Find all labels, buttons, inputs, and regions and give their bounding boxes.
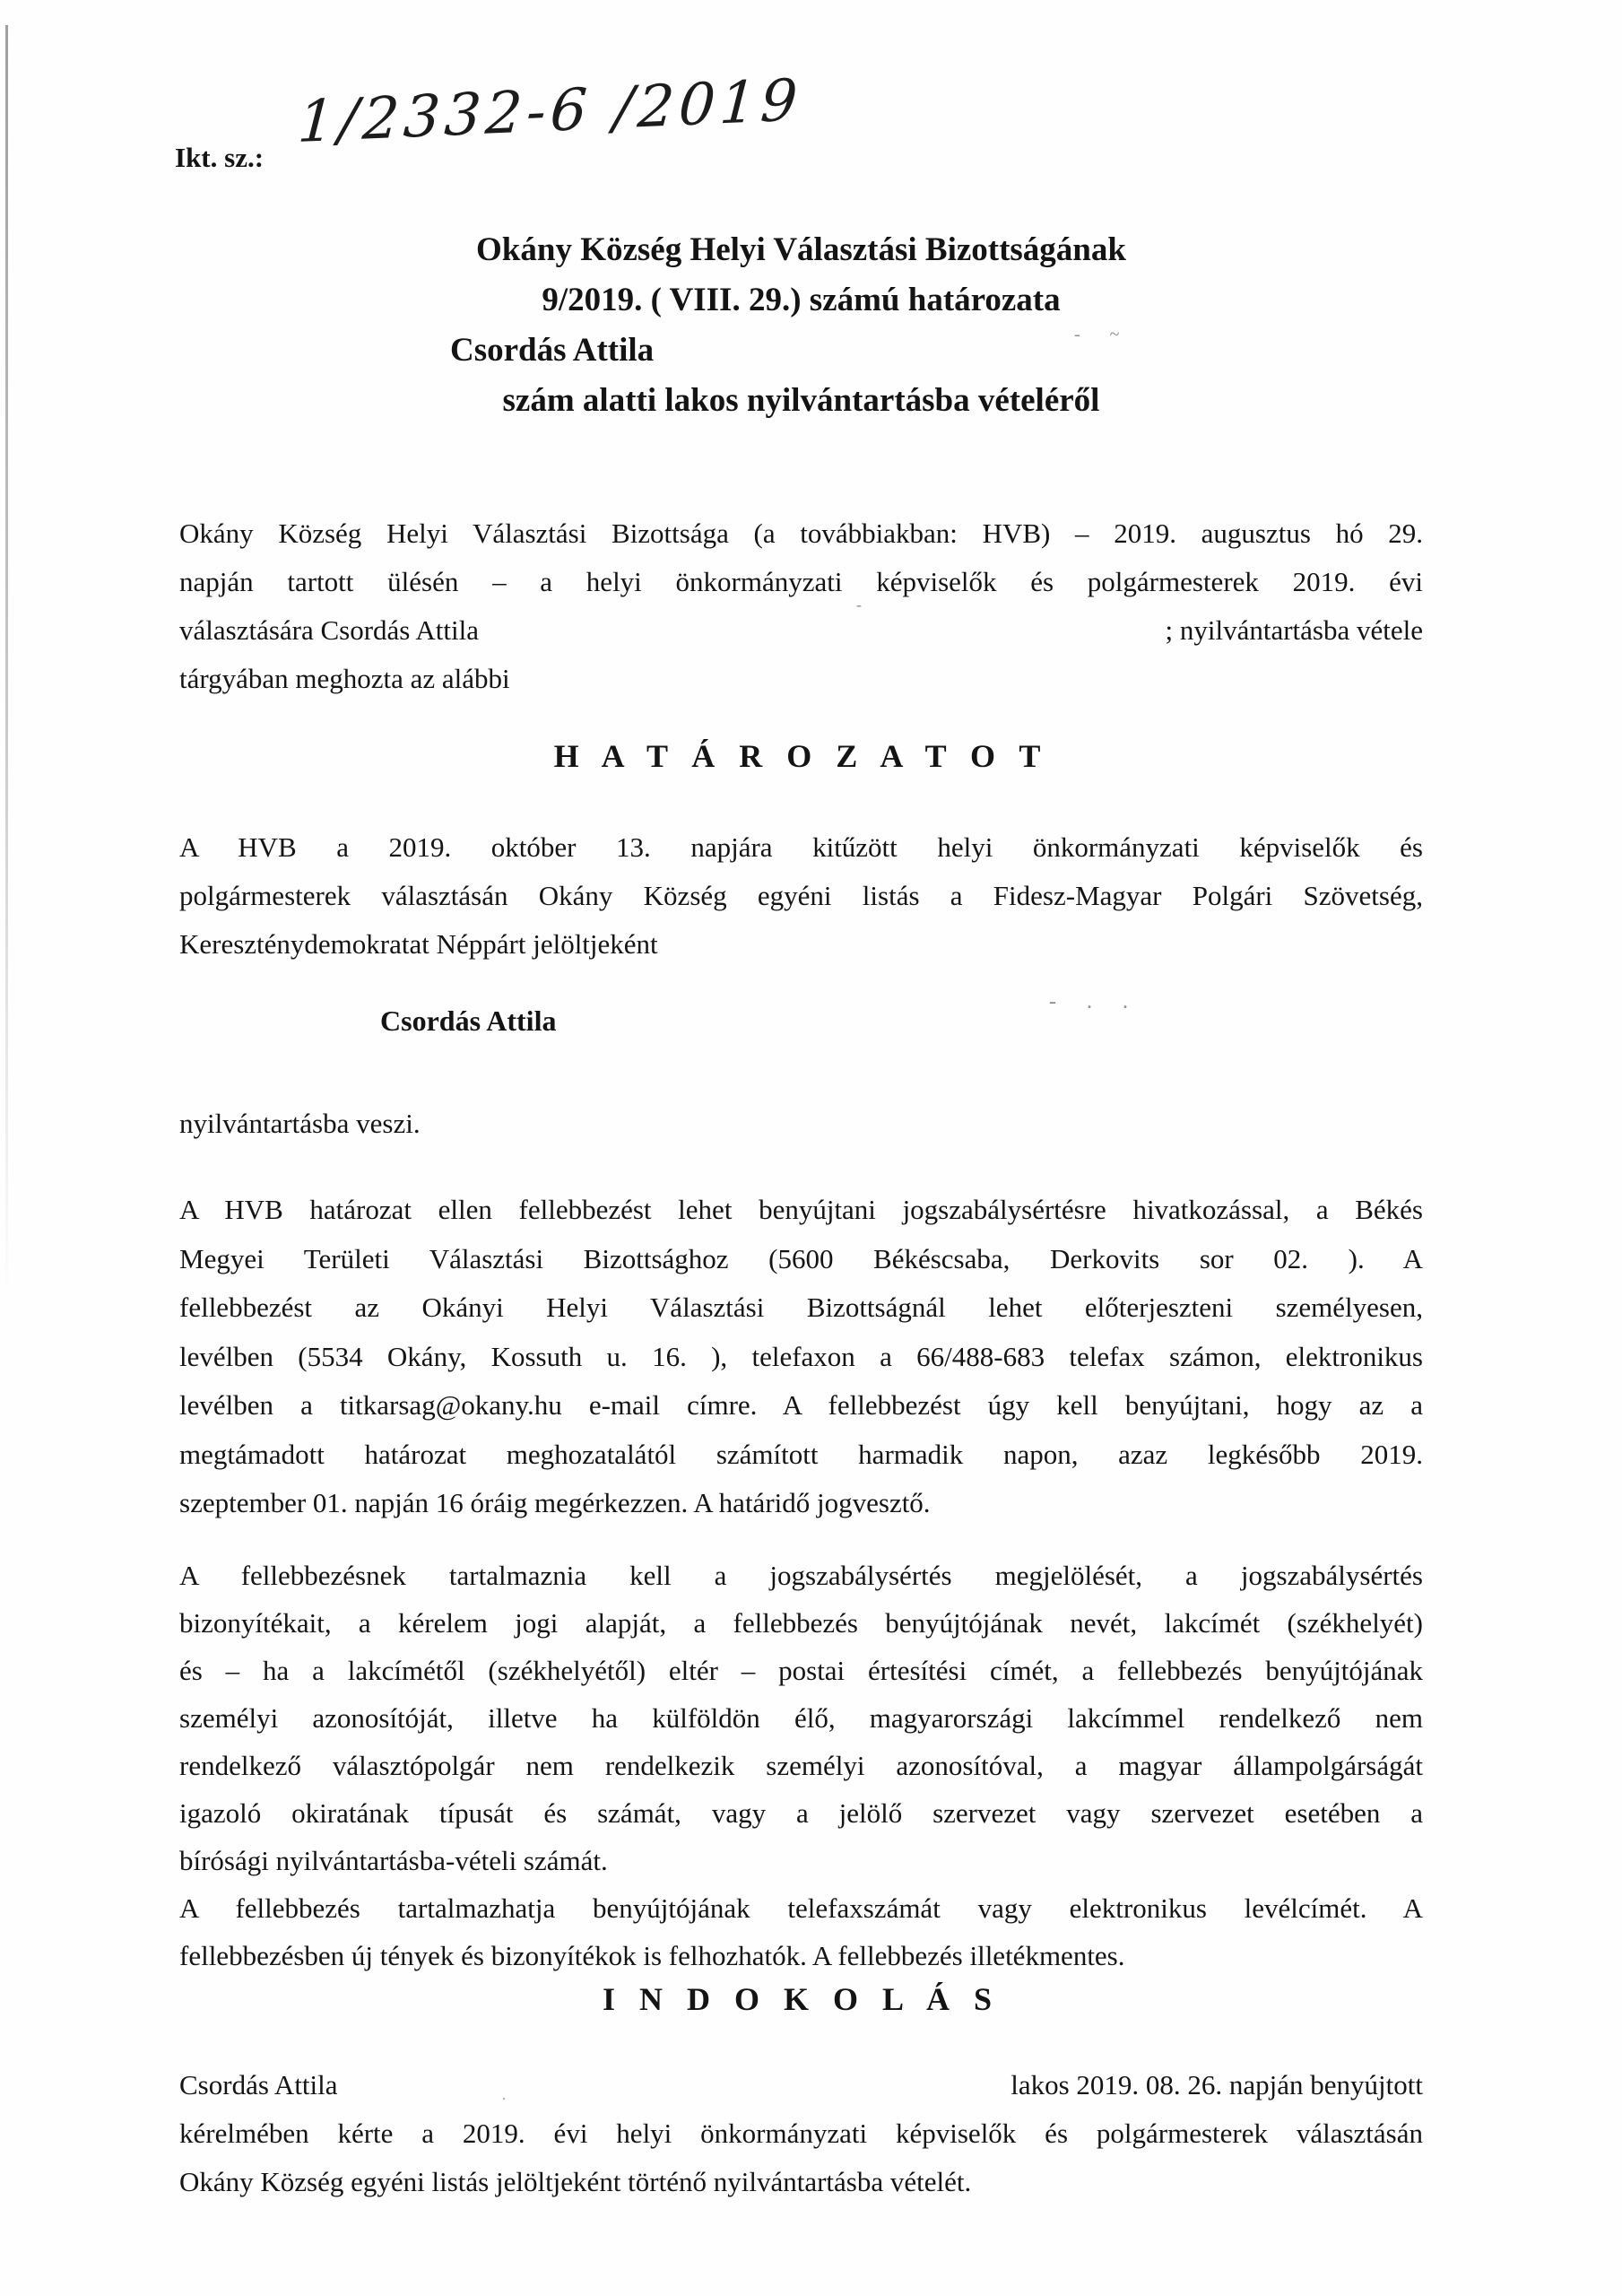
appeal2-line: igazoló okiratának típusát és számát, vagy a jelölő szervezet vagy szervezet esetében a xyxy=(179,1797,1423,1829)
doc-title-line-2: 9/2019. ( VIII. 29.) számú határozata xyxy=(542,282,1061,318)
appeal2-line: személyi azonosítóját, illetve ha külföldön élő, magyarországi lakcímmel rendelkező nem xyxy=(179,1702,1423,1734)
scan-artifact-mark: . xyxy=(502,2088,518,2103)
intro-line-4: tárgyában meghozta az alábbi xyxy=(179,663,510,694)
justification-line-3: Okány Község egyéni listás jelöltjeként történő nyilvántartásba vételét. xyxy=(179,2166,972,2197)
scan-artifact-mark: - . . xyxy=(1049,990,1141,1013)
scan-artifact-mark: - xyxy=(856,596,874,613)
justification-line-1-right: lakos 2019. 08. 26. napján benyújtott xyxy=(1010,2069,1423,2100)
appeal2-line: A fellebbezés tartalmazhatja benyújtójának telefaxszámát vagy elektronikus levélcímét. A xyxy=(179,1892,1423,1924)
appeal1-line: fellebbezést az Okányi Helyi Választási Bizottságnál lehet előterjeszteni személyesen, xyxy=(179,1292,1423,1323)
appeal2-line: bírósági nyilvántartásba-vételi számát. xyxy=(179,1845,608,1876)
intro-line-2: napján tartott ülésén – a helyi önkormányzati képviselők és polgármesterek 2019. évi xyxy=(179,566,1423,597)
intro-line-3-left: választására Csordás Attila xyxy=(179,614,480,646)
appeal2-line: és – ha a lakcímétől (székhelyétől) eltér – postai értesítési címét, a fellebbezés benyújtójának xyxy=(179,1655,1423,1686)
justification-candidate-name: Csordás Attila xyxy=(179,2069,338,2100)
doc-title-line-4: szám alatti lakos nyilvántartásba vételéről xyxy=(502,382,1100,419)
registry-number-handwritten: 1/2332-6 /2019 xyxy=(296,67,804,156)
decision-line-1: A HVB a 2019. október 13. napjára kitűzött helyi önkormányzati képviselők és xyxy=(179,831,1423,863)
decision-heading: H A T Á R O Z A T O T xyxy=(553,738,1049,774)
intro-line-3-right: ; nyilvántartásba vétele xyxy=(1165,614,1423,646)
doc-title-subject-name: Csordás Attila xyxy=(450,332,655,369)
intro-line-3 xyxy=(179,606,1423,655)
appeal1-line: szeptember 01. napján 16 óráig megérkezzen. A határidő jogvesztő. xyxy=(179,1487,931,1518)
decision-candidate-name: Csordás Attila xyxy=(380,1004,557,1037)
scan-artifact-mark: - ~ xyxy=(1074,325,1132,344)
appeal1-line: levélben (5534 Okány, Kossuth u. 16. ), telefaxon a 66/488-683 telefax számon, elektronikus xyxy=(179,1341,1423,1372)
appeal1-line: megtámadott határozat meghozatalától számított harmadik napon, azaz legkésőbb 2019. xyxy=(179,1439,1423,1470)
doc-title-line-1: Okány Község Helyi Választási Bizottságának xyxy=(476,231,1126,268)
scan-edge-line xyxy=(5,25,8,1299)
decision-line-2: polgármesterek választásán Okány Község egyéni listás a Fidesz-Magyar Polgári Szövetség, xyxy=(179,880,1423,911)
appeal1-line: A HVB határozat ellen fellebbezést lehet benyújtani jogszabálysértésre hivatkozással, a Békés xyxy=(179,1194,1423,1225)
justification-line-1 xyxy=(179,2061,1423,2109)
decision-line-3: Kereszténydemokratat Néppárt jelöltjeként xyxy=(179,928,658,960)
justification-line-2: kérelmében kérte a 2019. évi helyi önkormányzati képviselők és polgármesterek választásán xyxy=(179,2118,1423,2149)
appeal2-line: fellebbezésben új tények és bizonyítékok is felhozhatók. A fellebbezés illetékmentes. xyxy=(179,1940,1125,1971)
intro-line-1: Okány Község Helyi Választási Bizottsága (a továbbiakban: HVB) – 2019. augusztus hó 29. xyxy=(179,517,1423,549)
appeal1-line: levélben a titkarsag@okany.hu e-mail címre. A fellebbezést úgy kell benyújtani, hogy az a xyxy=(179,1389,1423,1421)
decision-closing: nyilvántartásba veszi. xyxy=(179,1108,421,1139)
appeal2-line: A fellebbezésnek tartalmaznia kell a jogszabálysértés megjelölését, a jogszabálysértés xyxy=(179,1560,1423,1591)
registry-number-label: Ikt. sz.: xyxy=(175,142,265,173)
appeal2-line: bizonyítékait, a kérelem jogi alapját, a fellebbezés benyújtójának nevét, lakcímét (székhelyét) xyxy=(179,1607,1423,1639)
appeal1-line: Megyei Területi Választási Bizottsághoz (5600 Békéscsaba, Derkovits sor 02. ). A xyxy=(179,1243,1423,1274)
justification-heading: I N D O K O L Á S xyxy=(602,1981,1001,2017)
appeal2-line: rendelkező választópolgár nem rendelkezik személyi azonosítóval, a magyar állampolgárságát xyxy=(179,1750,1423,1781)
